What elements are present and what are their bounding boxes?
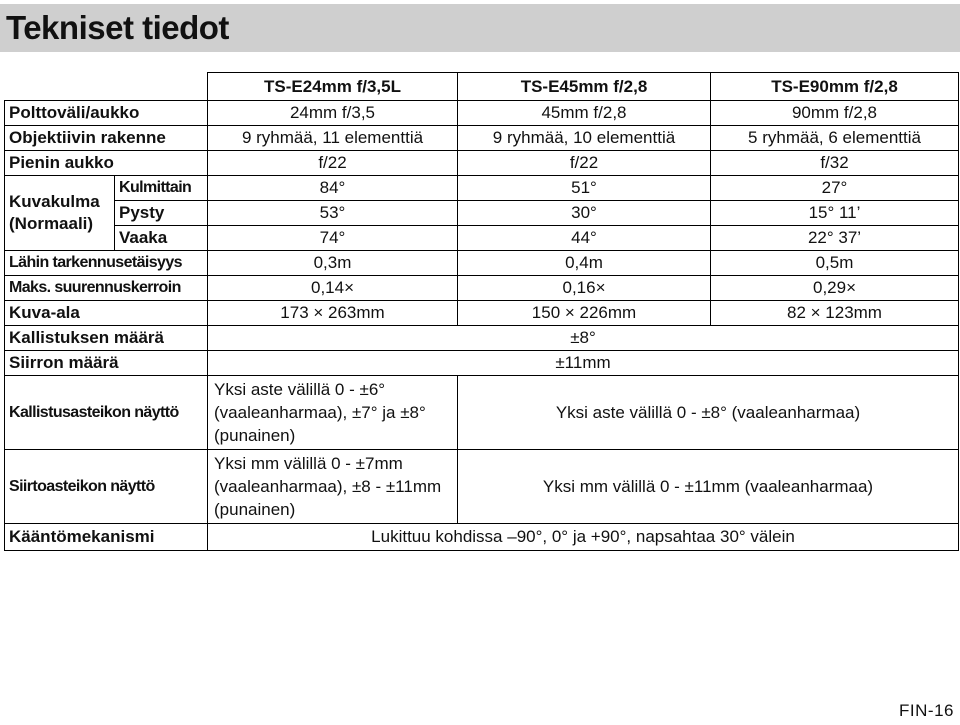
cell-value: f/32 (711, 151, 959, 176)
row-label-maks: Maks. suurennuskerroin (5, 276, 208, 301)
cell-value: 0,16× (458, 276, 711, 301)
row-label-pienin-aukko: Pienin aukko (5, 151, 208, 176)
col-header-ts-e24: TS-E24mm f/3,5L (208, 73, 458, 101)
cell-value: 0,29× (711, 276, 959, 301)
cell-value: 173 × 263mm (208, 301, 458, 326)
cell-value: 15° 11’ (711, 201, 959, 226)
cell-value: 84° (208, 176, 458, 201)
row-label-kallistuksen-maara: Kallistuksen määrä (5, 326, 208, 351)
cell-value: 22° 37’ (711, 226, 959, 251)
row-label-rakenne: Objektiivin rakenne (5, 126, 208, 151)
sub-label-kulmittain: Kulmittain (115, 176, 208, 201)
cell-value: f/22 (208, 151, 458, 176)
table-header-row (5, 73, 959, 101)
table-row (5, 251, 959, 276)
cell-value: ±8° (208, 326, 959, 351)
table-row (5, 524, 959, 551)
row-label-kuvakulma (5, 176, 115, 251)
cell-value: 82 × 123mm (711, 301, 959, 326)
row-label-kaantomekanismi: Kääntömekanismi (5, 524, 208, 551)
table-row (5, 226, 959, 251)
table-row (5, 276, 959, 301)
cell-value: Yksi mm välillä 0 - ±7mm (vaaleanharmaa), ±8 - ±11mm (punainen) (208, 450, 458, 524)
page-number: FIN-16 (899, 701, 954, 720)
cell-value: Yksi mm välillä 0 - ±11mm (vaaleanharmaa) (458, 450, 959, 524)
cell-value: 0,14× (208, 276, 458, 301)
cell-value: f/22 (458, 151, 711, 176)
sub-label-vaaka: Vaaka (115, 226, 208, 251)
table-row (5, 101, 959, 126)
table-row (5, 351, 959, 376)
cell-value: Yksi aste välillä 0 - ±6° (vaaleanharmaa), ±7° ja ±8° (punainen) (208, 376, 458, 450)
cell-value: 45mm f/2,8 (458, 101, 711, 126)
table-row (5, 201, 959, 226)
cell-value: 44° (458, 226, 711, 251)
row-label-kallistusasteikko: Kallistusasteikon näyttö (5, 376, 208, 450)
cell-value: ±11mm (208, 351, 959, 376)
table-row (5, 176, 959, 201)
spec-table (4, 72, 959, 551)
page-title: Tekniset tiedot (6, 9, 229, 46)
col-header-ts-e45: TS-E45mm f/2,8 (458, 73, 711, 101)
cell-value: 9 ryhmää, 11 elementtiä (208, 126, 458, 151)
kuvakulma-label-line1: Kuvakulma (9, 192, 100, 211)
cell-value: 51° (458, 176, 711, 201)
cell-value: 150 × 226mm (458, 301, 711, 326)
row-label-siirtoasteikko: Siirtoasteikon näyttö (5, 450, 208, 524)
cell-value: 90mm f/2,8 (711, 101, 959, 126)
blank-corner-cell (5, 73, 208, 101)
table-row (5, 326, 959, 351)
cell-value: Yksi aste välillä 0 - ±8° (vaaleanharmaa) (458, 376, 959, 450)
kuvakulma-label-line2: (Normaali) (9, 214, 94, 233)
cell-value: 5 ryhmää, 6 elementtiä (711, 126, 959, 151)
col-header-ts-e90: TS-E90mm f/2,8 (711, 73, 959, 101)
row-label-lahin: Lähin tarkennusetäisyys (5, 251, 208, 276)
cell-value: 74° (208, 226, 458, 251)
cell-value: 53° (208, 201, 458, 226)
sub-label-pysty: Pysty (115, 201, 208, 226)
cell-value: 27° (711, 176, 959, 201)
row-label-kuva-ala: Kuva-ala (5, 301, 208, 326)
table-row (5, 450, 959, 524)
table-row (5, 126, 959, 151)
cell-value: 30° (458, 201, 711, 226)
cell-value: 0,4m (458, 251, 711, 276)
table-row (5, 151, 959, 176)
row-label-polttovali: Polttoväli/aukko (5, 101, 208, 126)
cell-value: 9 ryhmää, 10 elementtiä (458, 126, 711, 151)
cell-value: 24mm f/3,5 (208, 101, 458, 126)
table-row (5, 301, 959, 326)
cell-value: Lukittuu kohdissa –90°, 0° ja +90°, napsahtaa 30° välein (208, 524, 959, 551)
row-label-siirron-maara: Siirron määrä (5, 351, 208, 376)
cell-value: 0,3m (208, 251, 458, 276)
cell-value: 0,5m (711, 251, 959, 276)
table-row (5, 376, 959, 450)
